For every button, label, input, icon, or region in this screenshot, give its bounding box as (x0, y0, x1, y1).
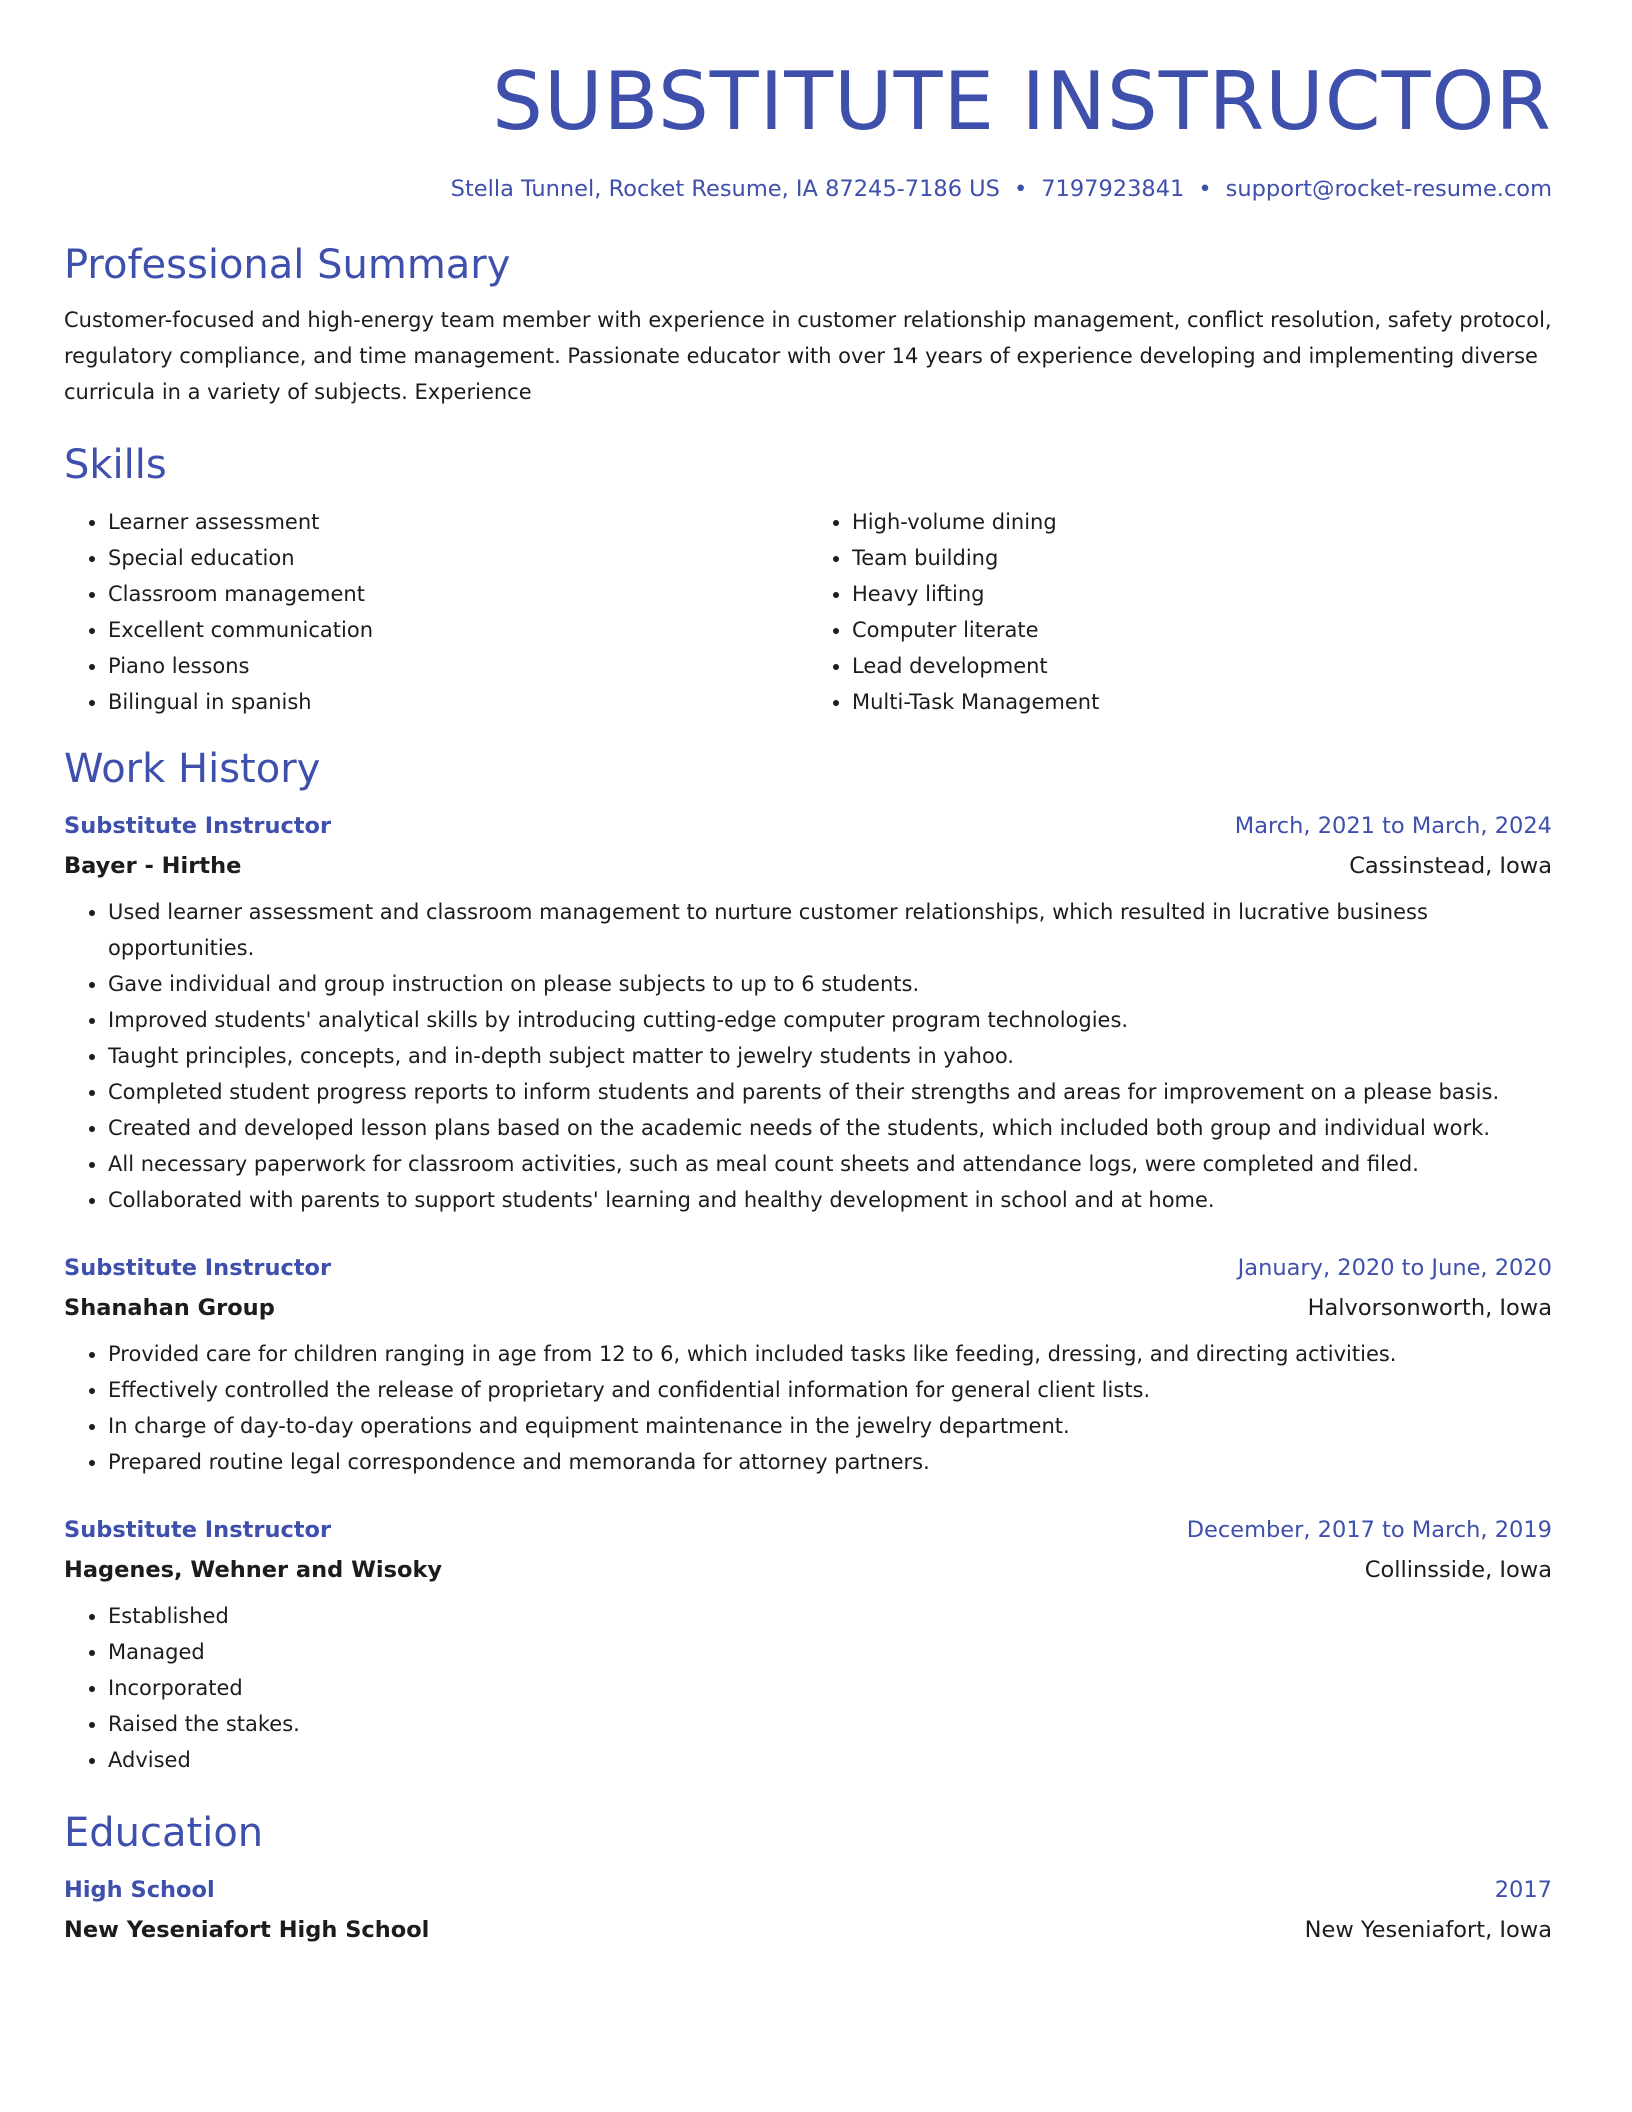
education-entry (64, 1870, 1552, 1950)
job-company: Bayer - Hirthe (64, 853, 242, 879)
job-bullet: • Collaborated with parents to support students' learning and healthy development in school and at home. (108, 1182, 1552, 1218)
job-location: Cassinstead, Iowa (1349, 853, 1552, 879)
job-title: Substitute Instructor (64, 813, 332, 839)
skills-column-left (64, 504, 808, 720)
contact-address: Stella Tunnel, Rocket Resume, IA 87245-7186 US (450, 176, 1000, 202)
job-bullet: • Advised (108, 1742, 1552, 1778)
education-school-row (64, 1910, 1552, 1950)
skills-column-right (808, 504, 1552, 720)
job-bullet: • Taught principles, concepts, and in-depth subject matter to jewelry students in yahoo. (108, 1038, 1552, 1074)
job-dates: March, 2021 to March, 2024 (1234, 813, 1552, 839)
job-location: Halvorsonworth, Iowa (1307, 1295, 1552, 1321)
job-company: Hagenes, Wehner and Wisoky (64, 1557, 443, 1583)
job-bullet: • Completed student progress reports to inform students and parents of their strengths and areas for improvement on a please basis. (108, 1074, 1552, 1110)
skill-item: • Heavy lifting (852, 576, 1552, 612)
job-bullets (64, 1598, 1552, 1778)
job-bullet: • Managed (108, 1634, 1552, 1670)
job-bullet: • Prepared routine legal correspondence and memoranda for attorney partners. (108, 1444, 1552, 1480)
job-entry (64, 1510, 1552, 1778)
job-bullet: • Established (108, 1598, 1552, 1634)
job-location: Collinsside, Iowa (1364, 1557, 1552, 1583)
job-title: Substitute Instructor (64, 1517, 332, 1543)
summary-text: Customer-focused and high-energy team member with experience in customer relationship management, conflict resolution, safety protocol, regulatory compliance, and time management. Passionate educator with over 14 years of experience developing and implementing diverse curricula in a variety of subjects. Experience (64, 308, 1552, 404)
job-header-row (64, 806, 1552, 846)
work-history-heading: Work History (64, 746, 321, 792)
job-entry (64, 1248, 1552, 1480)
skill-item: • Computer literate (852, 612, 1552, 648)
job-bullet: • Provided care for children ranging in age from 12 to 6, which included tasks like feeding, dressing, and directing activities. (108, 1336, 1552, 1372)
contact-line (64, 174, 1552, 204)
education-location: New Yeseniafort, Iowa (1304, 1917, 1552, 1943)
skill-item: • High-volume dining (852, 504, 1552, 540)
summary-heading: Professional Summary (64, 242, 511, 288)
resume-page (64, 0, 1552, 1950)
job-bullet: • Raised the stakes. (108, 1706, 1552, 1742)
skill-item: • Multi-Task Management (852, 684, 1552, 720)
skill-item: • Piano lessons (108, 648, 808, 684)
job-bullet: • Gave individual and group instruction on please subjects to up to 6 students. (108, 966, 1552, 1002)
job-company: Shanahan Group (64, 1295, 275, 1321)
contact-email: support@rocket-resume.com (1225, 176, 1552, 202)
job-bullet: • Improved students' analytical skills by introducing cutting-edge computer program technologies. (108, 1002, 1552, 1038)
education-school: New Yeseniafort High School (64, 1917, 430, 1943)
skill-item: • Bilingual in spanish (108, 684, 808, 720)
education-degree: High School (64, 1877, 215, 1903)
contact-separator: • (1198, 176, 1212, 202)
job-bullet: • Incorporated (108, 1670, 1552, 1706)
job-company-row (64, 1550, 1552, 1590)
education-heading: Education (64, 1810, 264, 1856)
job-header-row (64, 1248, 1552, 1288)
job-company-row (64, 846, 1552, 886)
skill-item: • Special education (108, 540, 808, 576)
skill-item: • Excellent communication (108, 612, 808, 648)
job-header-row (64, 1510, 1552, 1550)
education-year: 2017 (1494, 1877, 1552, 1903)
job-dates: January, 2020 to June, 2020 (1237, 1255, 1552, 1281)
job-company-row (64, 1288, 1552, 1328)
job-dates: December, 2017 to March, 2019 (1186, 1517, 1552, 1543)
job-bullet: • Created and developed lesson plans based on the academic needs of the students, which included both group and individual work. (108, 1110, 1552, 1146)
education-header-row (64, 1870, 1552, 1910)
contact-phone: 7197923841 (1041, 176, 1185, 202)
job-bullet: • Used learner assessment and classroom management to nurture customer relationships, which resulted in lucrative business opportunities. (108, 894, 1552, 966)
skill-item: • Team building (852, 540, 1552, 576)
contact-separator: • (1013, 176, 1028, 202)
skill-item: • Learner assessment (108, 504, 808, 540)
job-bullet: • All necessary paperwork for classroom activities, such as meal count sheets and attendance logs, were completed and filed. (108, 1146, 1552, 1182)
resume-name-heading: SUBSTITUTE INSTRUCTOR (492, 55, 1552, 148)
job-bullet: • Effectively controlled the release of proprietary and confidential information for general client lists. (108, 1372, 1552, 1408)
skills-heading: Skills (64, 442, 167, 488)
skills-list (64, 504, 1552, 720)
job-bullet: • In charge of day-to-day operations and equipment maintenance in the jewelry department. (108, 1408, 1552, 1444)
job-bullets (64, 894, 1552, 1218)
job-entry (64, 806, 1552, 1218)
job-title: Substitute Instructor (64, 1255, 332, 1281)
skill-item: • Classroom management (108, 576, 808, 612)
job-bullets (64, 1336, 1552, 1480)
skill-item: • Lead development (852, 648, 1552, 684)
